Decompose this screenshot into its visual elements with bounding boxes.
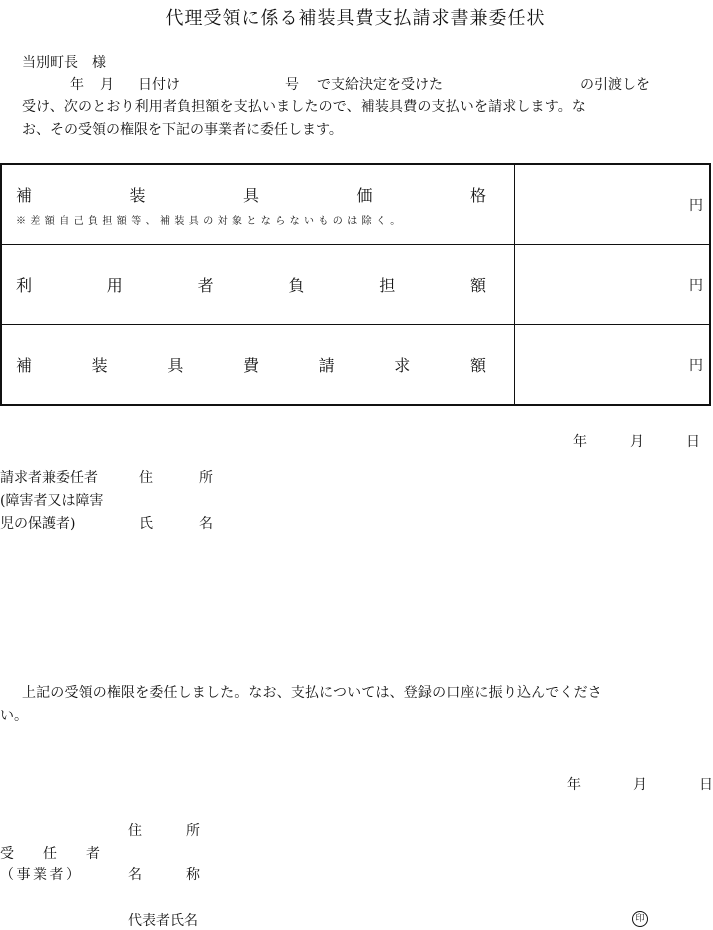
delegation-line-2: い。 [0, 708, 28, 724]
label-char: 用 [106, 276, 123, 295]
intro-number: 号 [285, 77, 299, 93]
label-char: 補 [16, 185, 33, 205]
label-char: 額 [469, 276, 486, 295]
label-char: 称 [186, 867, 200, 883]
price-label [16, 183, 486, 206]
label-char: 受 [0, 846, 14, 862]
label-char: 所 [186, 823, 200, 839]
seal-icon: 印 [632, 911, 648, 927]
label-char: 格 [469, 185, 486, 205]
price-label-cell [1, 164, 515, 245]
delegatee-sub: （事業者） [0, 867, 83, 883]
delegatee-role [0, 843, 100, 863]
user-burden-label [16, 273, 486, 296]
label-char: 費 [242, 356, 259, 375]
user-burden-label-cell [1, 245, 515, 325]
requester-role: 請求者兼委任者 [0, 470, 98, 486]
claim-label [16, 353, 486, 376]
date-2-year: 年 [567, 777, 581, 793]
label-char: 負 [288, 276, 305, 295]
label-char: 者 [197, 276, 214, 295]
user-burden-amount-cell[interactable] [515, 245, 711, 325]
requester-sub-1: (障害者又は障害 [0, 493, 104, 509]
table-row [1, 245, 710, 325]
label-char: 装 [91, 356, 108, 375]
delegatee-name-label [128, 864, 200, 884]
label-char: 氏 [139, 516, 153, 532]
intro-line-2: 受け、次のとおり利用者負担額を支払いましたので、補装具費の支払いを請求します。な [22, 99, 587, 115]
requester-name-label [139, 513, 213, 533]
amount-table [0, 163, 711, 406]
yen-unit: 円 [689, 357, 703, 374]
intro-month: 月 [100, 77, 114, 93]
label-char: 名 [199, 516, 213, 532]
intro-year: 年 [70, 77, 84, 93]
price-note: ※差額自己負担額等、補装具の対象とならないものは除く。 [16, 215, 405, 227]
label-char: 所 [199, 470, 213, 486]
label-char: 具 [242, 185, 259, 205]
label-char: 価 [356, 185, 373, 205]
price-amount-cell[interactable] [515, 164, 711, 245]
document-title: 代理受領に係る補装具費支払請求書兼委任状 [165, 8, 546, 29]
addressee: 当別町長 様 [22, 55, 106, 71]
date-1-month: 月 [630, 434, 644, 450]
claim-amount-cell[interactable] [515, 325, 711, 406]
label-char: 装 [129, 185, 146, 205]
yen-unit: 円 [689, 197, 703, 214]
table-row [1, 325, 710, 406]
label-char: 求 [394, 356, 411, 375]
yen-unit: 円 [689, 277, 703, 294]
date-1-day: 日 [686, 434, 700, 450]
requester-address-label [139, 467, 213, 487]
delegatee-address-label [128, 820, 200, 840]
representative-name-label: 代表者氏名 [128, 913, 198, 929]
seal-mark [632, 909, 648, 927]
date-1-year: 年 [573, 434, 587, 450]
label-char: 住 [139, 470, 153, 486]
label-char: 利 [16, 276, 33, 295]
intro-line-3: お、その受領の権限を下記の事業者に委任します。 [22, 122, 343, 138]
label-char: 名 [128, 867, 142, 883]
label-char: 任 [43, 846, 57, 862]
delegation-line-1: 上記の受領の権限を委任しました。なお、支払については、登録の口座に振り込んでくださ [22, 685, 602, 701]
label-char: 具 [167, 356, 184, 375]
intro-day-dated: 日付け [138, 77, 180, 93]
intro-delivery: の引渡しを [580, 77, 650, 93]
label-char: 者 [86, 846, 100, 862]
requester-sub-2: 児の保護者) [0, 516, 76, 532]
label-char: 補 [16, 356, 33, 375]
label-char: 額 [469, 356, 486, 375]
label-char: 担 [379, 276, 396, 295]
label-char: 住 [128, 823, 142, 839]
date-2-month: 月 [633, 777, 647, 793]
date-2-day: 日 [699, 777, 713, 793]
table-row [1, 164, 710, 245]
claim-label-cell [1, 325, 515, 406]
intro-decision: で支給決定を受けた [317, 77, 443, 93]
label-char: 請 [318, 356, 335, 375]
